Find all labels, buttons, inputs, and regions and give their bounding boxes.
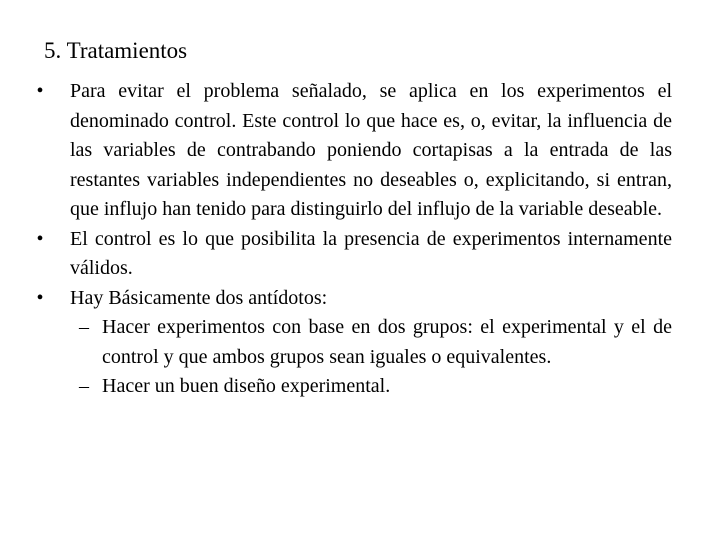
sub-bullet-text: Hacer experimentos con base en dos grupos: el experimental y el de control y que ambos grupos sean iguales o equivalentes. [102, 316, 672, 368]
bullet-text: Hay Básicamente dos antídotos: [70, 286, 328, 309]
sub-bullet-text: Hacer un buen diseño experimental. [102, 375, 391, 397]
bullet-item [28, 225, 672, 284]
dash-icon: – [79, 316, 89, 338]
bullet-text: Para evitar el problema señalado, se aplica en los experimentos el denominado control. Este control lo que hace es, o, evitar, la influencia de las variables de contrabando poniendo cortapisas a la entrada de las restantes variables independientes no deseables o, explicitando, si entran, que influjo han tenido para distinguirlo del influjo de la variable deseable. [70, 80, 672, 220]
sub-bullet-list [70, 313, 672, 402]
sub-bullet-group [28, 313, 672, 402]
bullet-item [28, 77, 672, 225]
sub-bullet-item [70, 372, 672, 402]
slide-title: 5. Tratamientos [44, 38, 188, 63]
dash-icon: – [79, 375, 89, 397]
bullet-text: El control es lo que posibilita la presencia de experimentos internamente válidos. [70, 227, 672, 279]
sub-bullet-item [70, 313, 672, 372]
bullet-dot-icon: • [36, 227, 44, 250]
bullet-dot-icon: • [36, 286, 44, 309]
bullet-item [28, 284, 672, 314]
bullet-dot-icon: • [36, 80, 44, 102]
bullet-list [28, 77, 672, 402]
